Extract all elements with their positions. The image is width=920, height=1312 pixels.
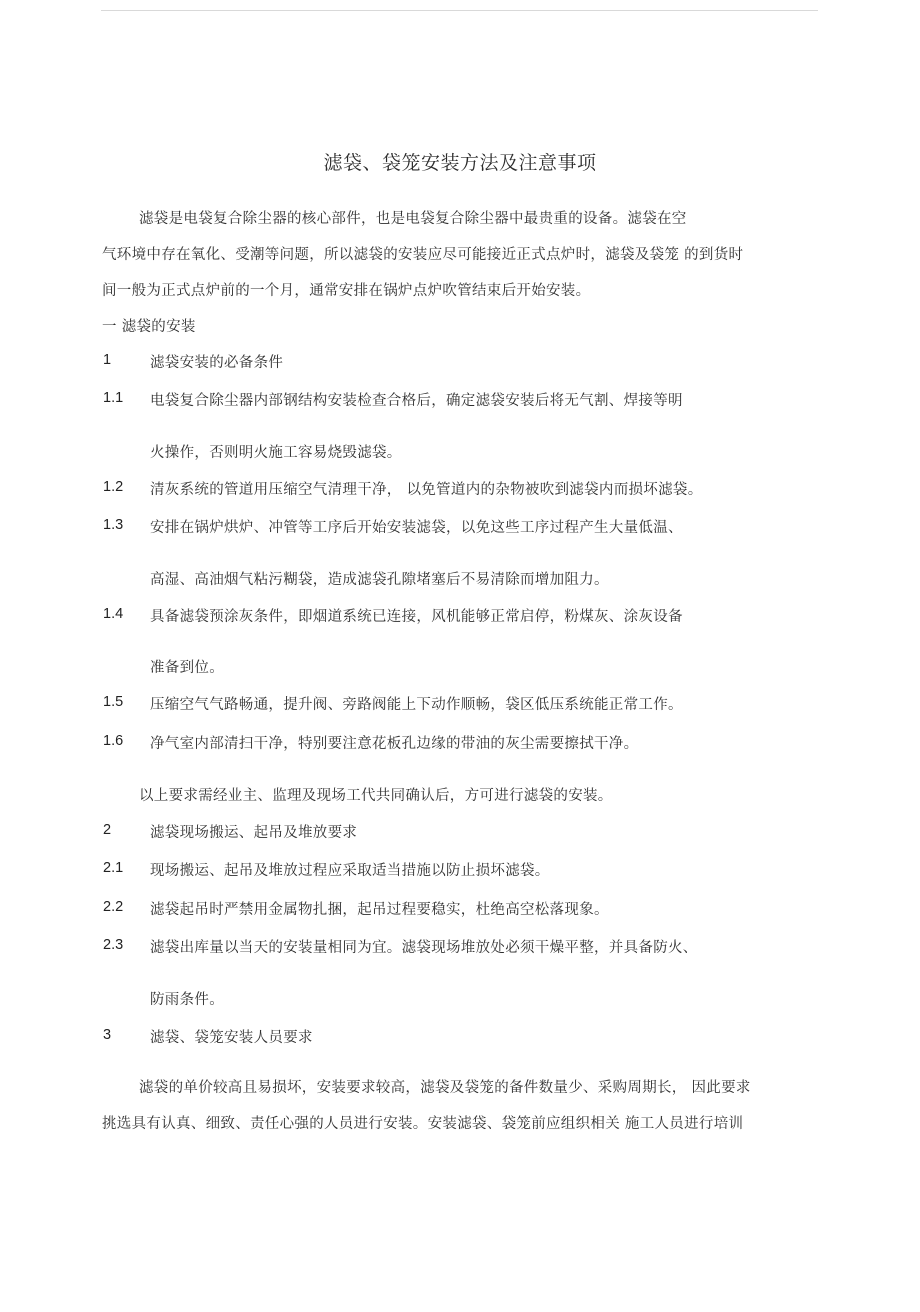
item-text-continued: 准备到位。 [150, 660, 224, 676]
item-text: 现场搬运、起吊及堆放过程应采取适当措施以防止损坏滤袋。 [150, 863, 550, 879]
item-number: 1.5 [103, 694, 124, 710]
item-text-continued: 高湿、高油烟气粘污糊袋，造成滤袋孔隙堵塞后不易清除而增加阻力。 [150, 572, 609, 588]
item-text: 安排在锅炉烘炉、冲管等工序后开始安装滤袋，以免这些工序过程产生大量低温、 [150, 520, 683, 536]
intro-line-2: 气环境中存在氧化、受潮等问题，所以滤袋的安装应尽可能接近正式点炉时，滤袋及袋笼 的到货时 [102, 247, 744, 263]
item-number: 3 [103, 1027, 112, 1043]
item-text-continued: 火操作，否则明火施工容易烧毁滤袋。 [150, 445, 402, 461]
item-text: 滤袋、袋笼安装人员要求 [150, 1030, 313, 1046]
item-text: 滤袋起吊时严禁用金属物扎捆，起吊过程要稳实，杜绝高空松落现象。 [150, 902, 609, 918]
item-text: 电袋复合除尘器内部钢结构安装检查合格后，确定滤袋安装后将无气割、焊接等明 [150, 393, 683, 409]
header-rule [101, 10, 818, 11]
item-number: 1.4 [103, 606, 124, 622]
item-number: 2.3 [103, 937, 124, 953]
item-text: 压缩空气气路畅通，提升阀、旁路阀能上下动作顺畅，袋区低压系统能正常工作。 [150, 697, 683, 713]
document-title: 滤袋、袋笼安装方法及注意事项 [323, 152, 597, 174]
closing-line-1: 滤袋的单价较高且易损坏，安装要求较高，滤袋及袋笼的备件数量少、采购周期长， 因此要求 [139, 1080, 751, 1096]
item-text: 清灰系统的管道用压缩空气清理干净， 以免管道内的杂物被吹到滤袋内而损坏滤袋。 [150, 482, 703, 498]
item-text: 滤袋安装的必备条件 [150, 355, 284, 371]
item-text: 滤袋出库量以当天的安装量相同为宜。滤袋现场堆放处必须干燥平整，并具备防火、 [150, 940, 698, 956]
item-text-continued: 防雨条件。 [150, 992, 224, 1008]
confirmation-note: 以上要求需经业主、监理及现场工代共同确认后，方可进行滤袋的安装。 [139, 788, 613, 804]
item-number: 1.3 [103, 517, 124, 533]
item-number: 2 [103, 822, 112, 838]
item-number: 1.2 [103, 479, 124, 495]
item-text: 具备滤袋预涂灰条件，即烟道系统已连接，风机能够正常启停，粉煤灰、涂灰设备 [150, 609, 683, 625]
item-number: 2.1 [103, 860, 124, 876]
item-number: 2.2 [103, 899, 124, 915]
item-text: 净气室内部清扫干净，特别要注意花板孔边缘的带油的灰尘需要擦拭干净。 [150, 736, 639, 752]
intro-line-3: 间一般为正式点炉前的一个月，通常安排在锅炉点炉吹管结束后开始安装。 [102, 283, 591, 299]
section-heading: 一 滤袋的安装 [102, 319, 196, 335]
intro-line-1: 滤袋是电袋复合除尘器的核心部件，也是电袋复合除尘器中最贵重的设备。滤袋在空 [139, 211, 687, 227]
item-text: 滤袋现场搬运、起吊及堆放要求 [150, 825, 358, 841]
item-number: 1.6 [103, 733, 124, 749]
closing-line-2: 挑选具有认真、细致、责任心强的人员进行安装。安装滤袋、袋笼前应组织相关 施工人员进行培训 [102, 1116, 744, 1132]
item-number: 1 [103, 352, 112, 368]
item-number: 1.1 [103, 390, 124, 406]
